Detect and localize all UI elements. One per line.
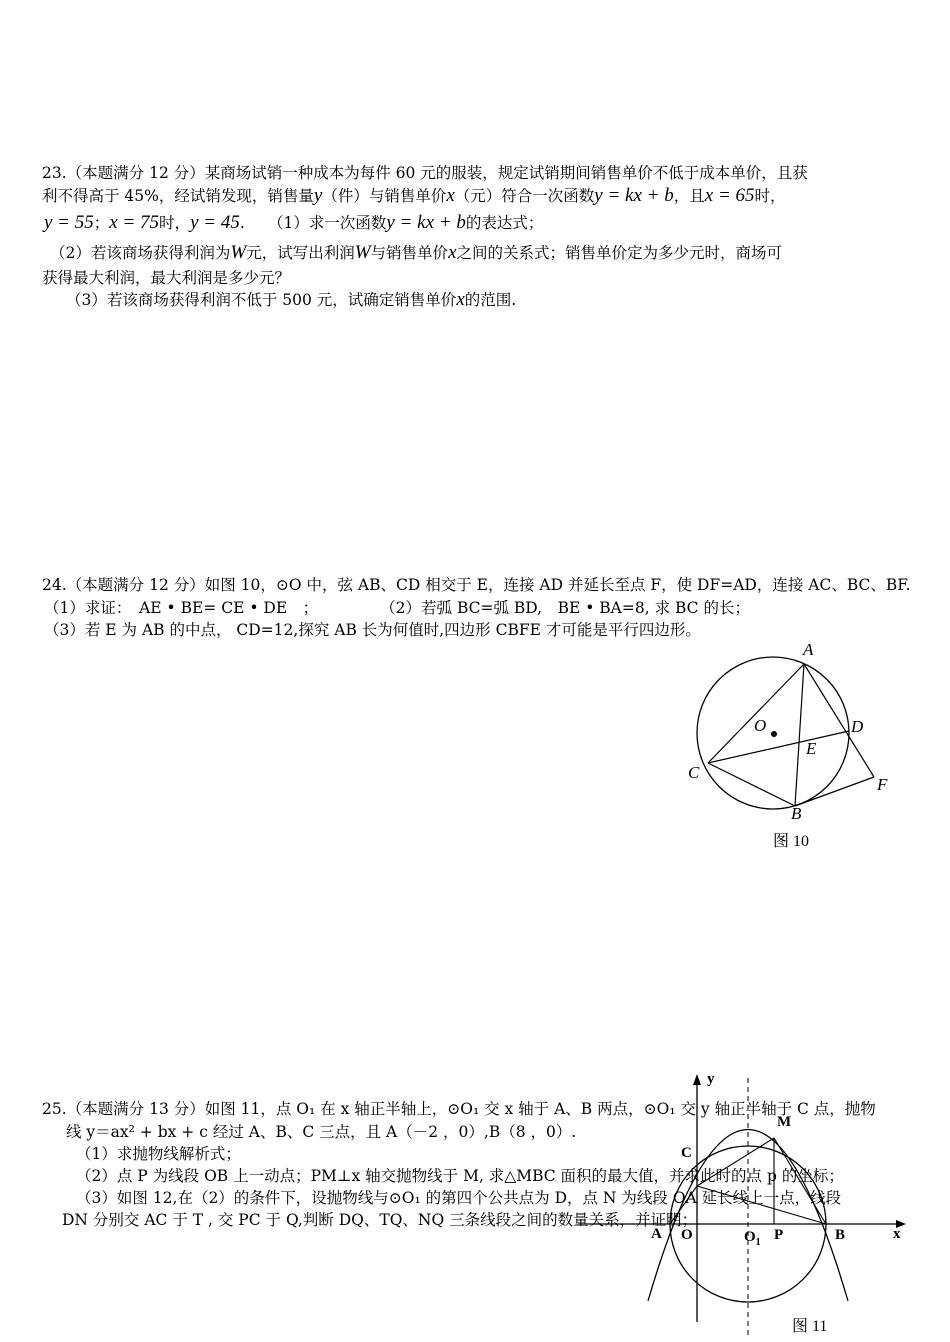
label-b: B [835, 1227, 846, 1243]
label-y-axis: y [707, 1071, 715, 1087]
q23-formula: x = 75 [109, 212, 160, 233]
label-b: B [791, 804, 802, 823]
q23-text: 与销售单价 [370, 244, 449, 262]
figure-10-caption: 图 10 [773, 833, 810, 850]
q23-text: ； [93, 214, 110, 232]
q25-line-3: （1）求抛物线解析式； [76, 1145, 241, 1163]
q23-formula: y = kx + b [386, 212, 466, 233]
q25-line-5: （3）如图 12,在（2）的条件下，设抛物线与⊙O₁ 的第四个公共点为 D，点 N 为线段 OA 延长线上一点，线段 [76, 1189, 842, 1207]
label-p: P [774, 1227, 784, 1243]
q23-formula: x = 65 [704, 185, 755, 206]
label-d: D [851, 717, 864, 736]
label-o: O [681, 1227, 693, 1243]
q23-text: （2）若该商场获得利润为 [50, 244, 231, 262]
label-x-axis: x [893, 1226, 901, 1242]
figure-11-caption: 图 11 [792, 1318, 828, 1335]
q25-line-6: DN 分别交 AC 于 T , 交 PC 于 Q,判断 DQ、TQ、NQ 三条线段之间的数量关系，并证明； [62, 1211, 698, 1229]
q23-text: 的范围. [464, 291, 517, 309]
label-e: E [806, 739, 817, 758]
q23-text: 时， [159, 214, 191, 232]
q23-line-1: 23.（本题满分 12 分）某商场试销一种成本为每件 60 元的服装，规定试销期间销售单价不低于成本单价，且获 [42, 164, 808, 182]
q23-line-5: 获得最大利润，最大利润是多少元？ [42, 269, 291, 287]
q23-text: 元，试写出利润 [246, 244, 355, 262]
q23-text: 时， [754, 187, 786, 205]
q23-var-w: W [354, 242, 371, 263]
label-a: A [803, 640, 814, 659]
q23-var-y: y [313, 185, 323, 206]
q24-line-1: 24.（本题满分 12 分）如图 10，⊙O 中，弦 AB、CD 相交于 E，连接 AD 并延长至点 F，使 DF=AD，连接 AC、BC、BF. [42, 576, 911, 594]
q23-var-x: x [456, 289, 465, 310]
q23-text: （元）符合一次函数 [454, 187, 595, 205]
q23-text: 的表达式； [465, 214, 544, 232]
label-o1: $O_1$ [744, 1229, 761, 1248]
q25-line-2: 线 y＝ax² + bx + c 经过 A、B、C 三点，且 A（－2 ，0）,B（8 ，0）. [66, 1123, 577, 1141]
q23-formula: y = 55 [44, 212, 94, 233]
q23-text: . （1）求一次函数 [239, 214, 387, 232]
q24-line-3: （3）若 E 为 AB 的中点， CD=12,探究 AB 长为何值时,四边形 CBFE 才可能是平行四边形。 [44, 621, 701, 639]
q23-var-x: x [448, 242, 457, 263]
q23-text: ，且 [673, 187, 705, 205]
q25-line-4: （2）点 P 为线段 OB 上一动点；PM⊥x 轴交抛物线于 M, 求△MBC 面积的最大值，并求此时的点 p 的坐标； [76, 1167, 844, 1185]
q25-line-1: 25.（本题满分 13 分）如图 11，点 O₁ 在 x 轴正半轴上，⊙O₁ 交 x 轴于 A、B 两点，⊙O₁ 交 y 轴正半轴于 C 点，抛物 [42, 1100, 876, 1118]
q23-text: 利不得高于 45%，经试销发现，销售量 [42, 187, 314, 205]
label-c: C [681, 1145, 692, 1161]
label-f: F [877, 775, 888, 794]
label-a: A [651, 1226, 662, 1242]
q23-formula: y = 45 [190, 212, 240, 233]
q23-var-w: W [230, 242, 247, 263]
label-m: M [777, 1114, 792, 1130]
q23-text: 之间的关系式；销售单价定为多少元时，商场可 [456, 244, 783, 262]
label-o: O [754, 716, 767, 735]
q23-text: （3）若该商场获得利润不低于 500 元，试确定销售单价 [66, 291, 457, 309]
q24-line-2: （1）求证： AE • BE= CE • DE ； （2）若弧 BC=弧 BD, BE • BA=8, 求 BC 的长； [44, 599, 750, 617]
y-axis-arrow-icon [693, 1074, 701, 1085]
q23-var-x: x [446, 185, 455, 206]
q23-formula: y = kx + b [594, 185, 674, 206]
q23-text: （件）与销售单价 [322, 187, 447, 205]
label-c: C [688, 763, 700, 782]
